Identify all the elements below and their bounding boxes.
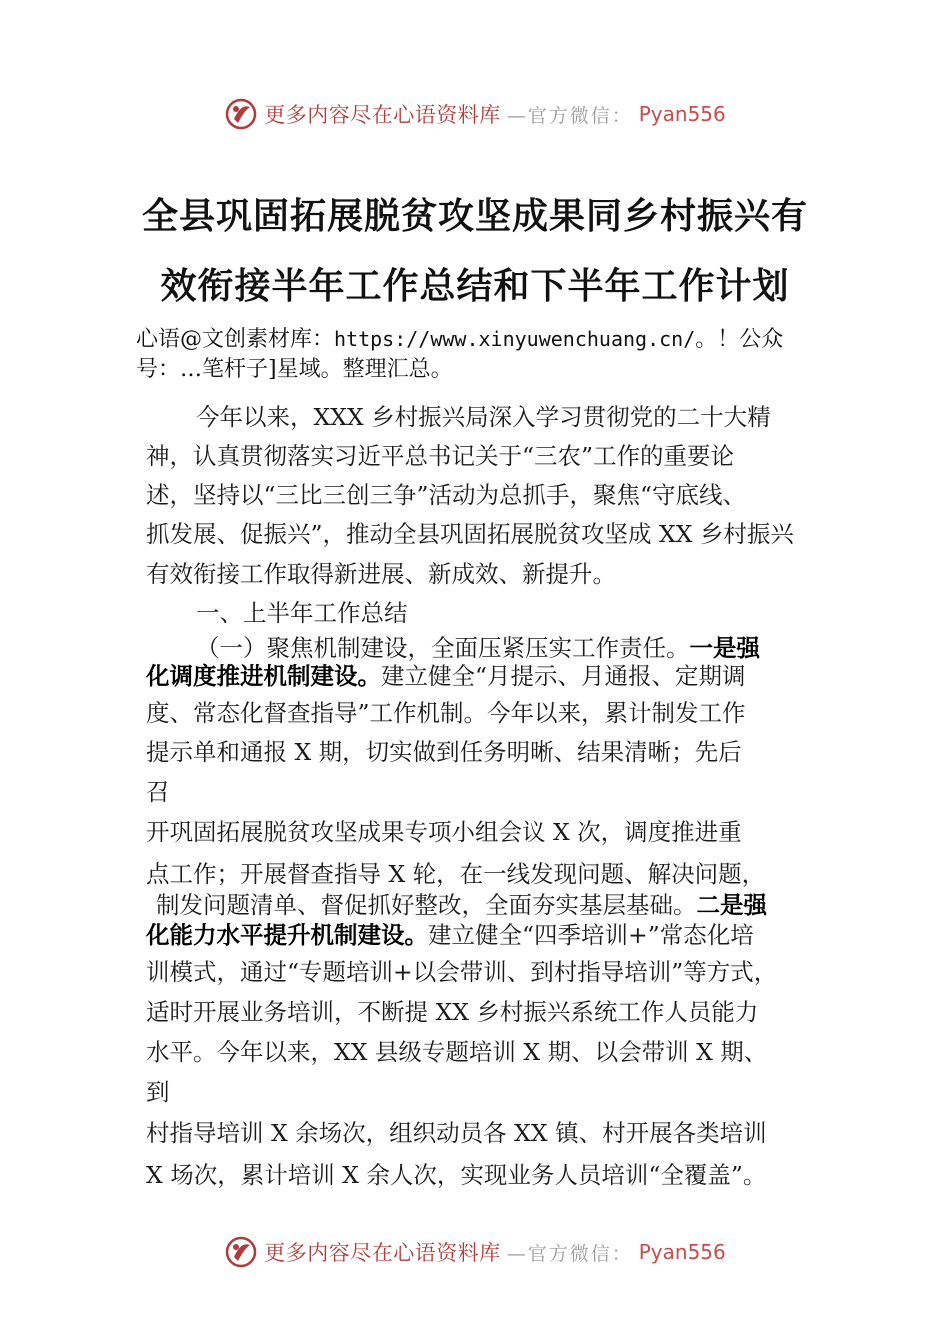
paragraph-line: 召 xyxy=(146,778,170,806)
paragraph-line xyxy=(156,890,767,920)
banner-wechat-id: Pyan556 xyxy=(638,102,726,126)
subsection-heading: （一）聚焦机制建设，全面压紧压实工作责任。 xyxy=(196,634,690,662)
paragraph-line: 述，坚持以“三比三创三争”活动为总抓手，聚焦“守底线、 xyxy=(146,481,747,509)
paragraph-line xyxy=(146,920,754,950)
paragraph-line: 村指导培训 X 余场次，组织动员各 XX 镇、村开展各类培训 xyxy=(146,1119,767,1147)
paragraph-line: 开巩固拓展脱贫攻坚成果专项小组会议 X 次，调度推进重 xyxy=(146,818,742,846)
banner-text: 更多内容尽在心语资料库 xyxy=(264,103,501,127)
banner-wechat-label: —官方微信： xyxy=(506,1242,633,1265)
paragraph-line: 训模式，通过“专题培训+以会带训、到村指导培训”等方式， xyxy=(146,958,778,986)
bold-point-2b: 化能力水平提升机制建设。 xyxy=(146,921,428,949)
brand-logo-icon xyxy=(224,1235,258,1269)
document-title-line-1: 全县巩固拓展脱贫攻坚成果同乡村振兴有 xyxy=(141,196,808,237)
paragraph-line: 点工作；开展督查指导 X 轮，在一线发现问题、解决问题， xyxy=(146,860,766,888)
paragraph-text: 建立健全“月提示、月通报、定期调 xyxy=(381,662,746,690)
source-line-1 xyxy=(136,322,783,353)
bold-point-1a: 一是强 xyxy=(689,634,760,662)
paragraph-line: 今年以来，XXX 乡村振兴局深入学习贯彻党的二十大精 xyxy=(196,403,771,431)
source-line-2: 号：…笔杆子]星域。整理汇总。 xyxy=(136,357,453,382)
source-prefix: 心语@文创素材库： xyxy=(136,327,335,352)
document-title-line-2: 效衔接半年工作总结和下半年工作计划 xyxy=(160,266,790,307)
source-url: https://www.xinyuwenchuang.cn/ xyxy=(334,327,696,351)
paragraph-line: X 场次，累计培训 X 余人次，实现业务人员培训“全覆盖”。 xyxy=(146,1161,767,1189)
paragraph-line: 抓发展、促振兴”，推动全县巩固拓展脱贫攻坚成 XX 乡村振兴 xyxy=(146,520,794,548)
paragraph-line: 水平。今年以来，XX 县级专题培训 X 期、以会带训 X 期、 xyxy=(146,1038,768,1066)
footer-banner xyxy=(0,1234,950,1270)
paragraph-text: 制发问题清单、督促抓好整改，全面夯实基层基础。 xyxy=(156,891,697,919)
bold-point-2a: 二是强 xyxy=(696,891,767,919)
paragraph-line xyxy=(146,661,746,691)
banner-wechat-label: —官方微信： xyxy=(506,104,633,127)
paragraph-line: 有效衔接工作取得新进展、新成效、新提升。 xyxy=(146,560,616,588)
banner-text: 更多内容尽在心语资料库 xyxy=(264,1241,501,1265)
paragraph-text: 建立健全“四季培训+”常态化培 xyxy=(428,921,754,949)
section-heading: 一、上半年工作总结 xyxy=(196,599,408,627)
banner-wechat-id: Pyan556 xyxy=(638,1240,726,1264)
paragraph-line: 提示单和通报 X 期，切实做到任务明晰、结果清晰；先后 xyxy=(146,738,742,766)
header-banner xyxy=(0,96,950,132)
subsection-line xyxy=(196,633,760,663)
bold-point-1b: 化调度推进机制建设。 xyxy=(146,662,381,690)
paragraph-line: 到 xyxy=(146,1078,170,1106)
brand-logo-icon xyxy=(224,97,258,131)
source-suffix: 。！公众 xyxy=(695,327,784,352)
paragraph-line: 适时开展业务培训，不断提 XX 乡村振兴系统工作人员能力 xyxy=(146,998,759,1026)
paragraph-line: 神，认真贯彻落实习近平总书记关于“三农”工作的重要论 xyxy=(146,442,735,470)
paragraph-line: 度、常态化督查指导”工作机制。今年以来，累计制发工作 xyxy=(146,699,746,727)
